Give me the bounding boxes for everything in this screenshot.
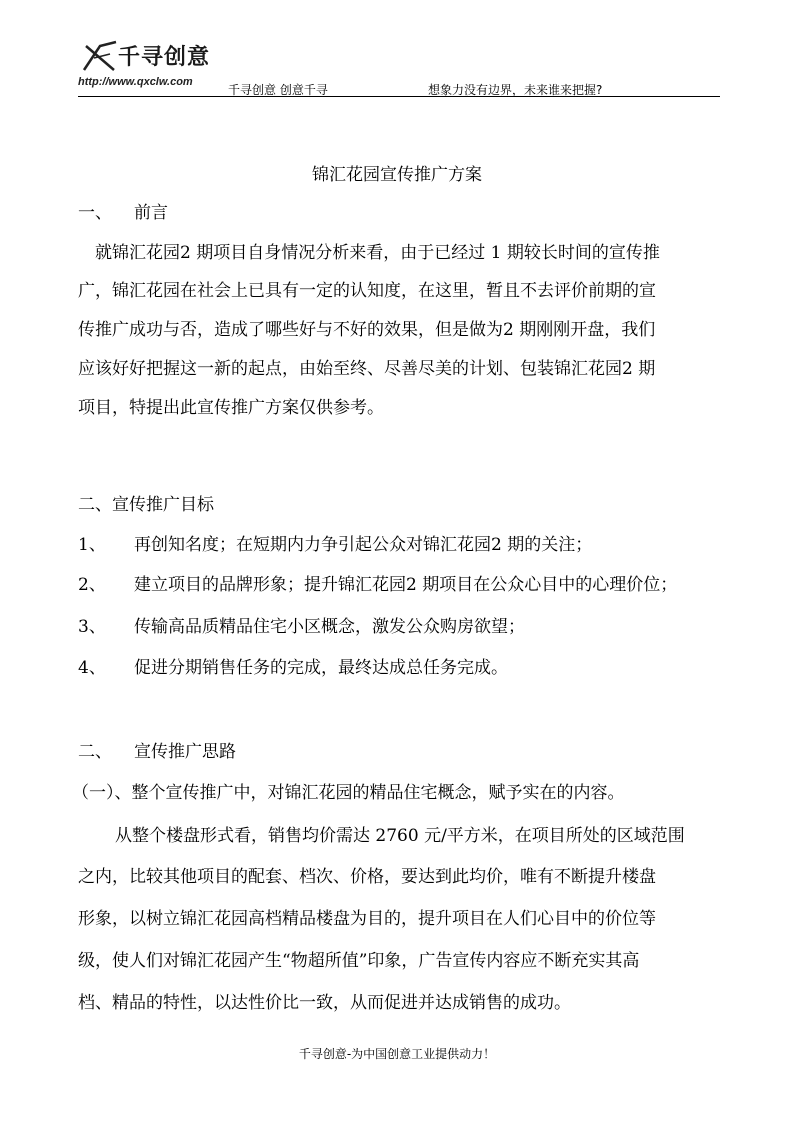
logo-text: 千寻创意 — [118, 45, 211, 70]
header-slogan-right: 想象力没有边界，未来谁来把握? — [428, 83, 603, 97]
document-title: 锦汇花园宣传推广方案 — [312, 165, 482, 185]
section1-paragraph-line: 就锦汇花园2 期项目自身情况分析来看，由于已经过 1 期较长时间的宣传推 — [95, 243, 660, 263]
section1-heading-number: 一、 — [78, 203, 112, 223]
section1-paragraph-line: 项目，特提出此宣传推广方案仅供参考。 — [78, 398, 384, 418]
section3-heading-number: 二、 — [78, 742, 112, 762]
goal-item-text: 促进分期销售任务的完成，最终达成总任务完成。 — [134, 658, 508, 678]
goal-item-number: 4、 — [78, 658, 106, 678]
section2-heading: 二、宣传推广目标 — [78, 495, 214, 515]
logo-icon — [80, 40, 120, 74]
goal-item-number: 1、 — [78, 535, 106, 555]
header-divider — [78, 96, 720, 97]
section3-heading-text: 宣传推广思路 — [134, 742, 236, 762]
section3-paragraph-line: 档、精品的特性，以达性价比一致，从而促进并达成销售的成功。 — [78, 993, 571, 1013]
section3-paragraph-line: 之内，比较其他项目的配套、档次、价格，要达到此均价，唯有不断提升楼盘 — [78, 867, 656, 887]
goal-item-text: 建立项目的品牌形象；提升锦汇花园2 期项目在公众心目中的心理价位； — [134, 575, 678, 595]
section1-paragraph-line: 传推广成功与否，造成了哪些好与不好的效果，但是做为2 期刚刚开盘，我们 — [78, 320, 656, 340]
section3-subheading: （一）、整个宣传推广中，对锦汇花园的精品住宅概念，赋予实在的内容。 — [72, 783, 625, 803]
goal-item-text: 再创知名度；在短期内力争引起公众对锦汇花园2 期的关注； — [134, 535, 593, 555]
section1-paragraph-line: 广，锦汇花园在社会上已具有一定的认知度，在这里，暂且不去评价前期的宣 — [78, 281, 656, 301]
section1-heading-text: 前言 — [134, 203, 168, 223]
goal-item-number: 2、 — [78, 575, 106, 595]
logo-url[interactable]: http://www.qxclw.com — [78, 76, 193, 88]
section3-paragraph-line: 级，使人们对锦汇花园产生“物超所值”印象，广告宣传内容应不断充实其高 — [78, 951, 640, 971]
section1-paragraph-line: 应该好好把握这一新的起点，由始至终、尽善尽美的计划、包装锦汇花园2 期 — [78, 359, 656, 379]
section3-paragraph-line: 形象，以树立锦汇花园高档精品楼盘为目的，提升项目在人们心目中的价位等 — [78, 909, 656, 929]
goal-item-number: 3、 — [78, 617, 106, 637]
section3-paragraph-line: 从整个楼盘形式看，销售均价需达 2760 元/平方米，在项目所处的区域范围 — [115, 826, 685, 846]
header-slogan-left: 千寻创意 创意千寻 — [228, 83, 328, 97]
page-footer: 千寻创意-为中国创意工业提供动力！ — [298, 1047, 496, 1061]
goal-item-text: 传输高品质精品住宅小区概念，激发公众购房欲望； — [134, 617, 525, 637]
